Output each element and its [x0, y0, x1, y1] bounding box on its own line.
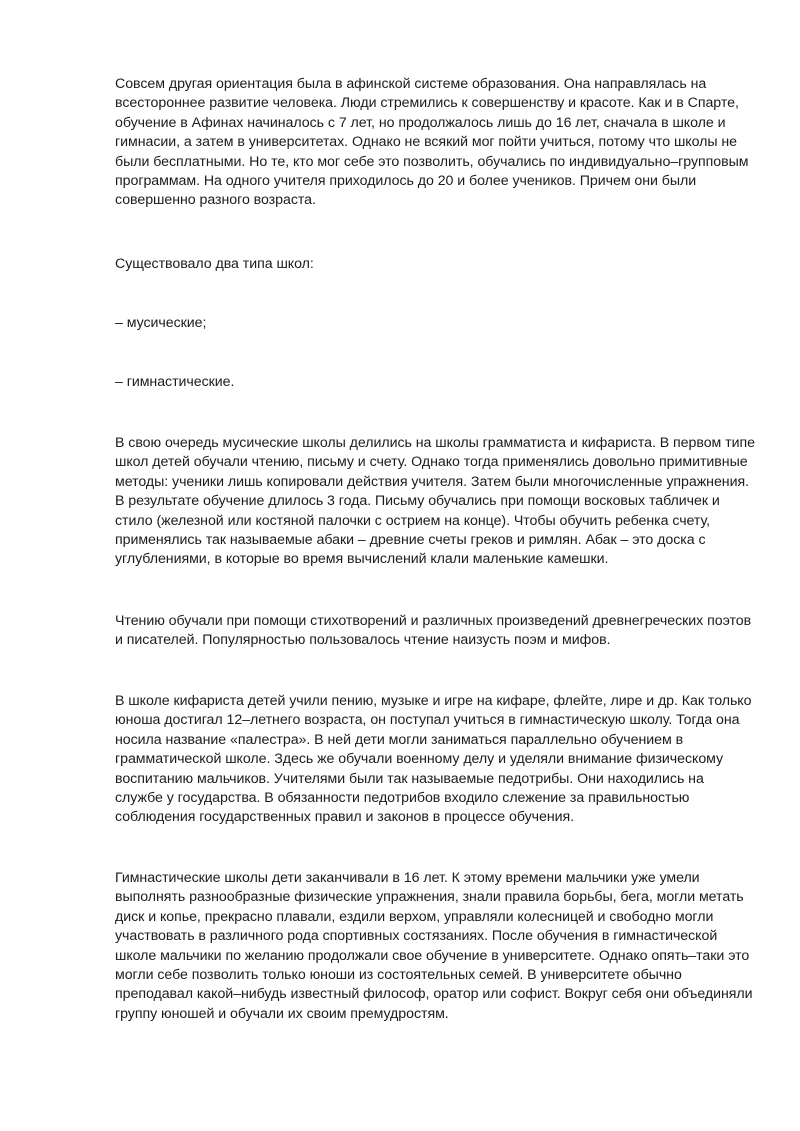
paragraph-kifarist-school: В школе кифариста детей учили пению, музыке и игре на кифаре, флейте, лире и др. Как только юноша достигал 12–летнего возраста, он поступал учиться в гимнастическую школу. Тогда она носила название «палестра». В ней дети могли заниматься параллельно обучением в грамматической школе. Здесь же обучали военному делу и уделяли внимание физическому воспитанию мальчиков. Учителями были так называемые педотрибы. Они находились на службе у государства. В обязанности педотрибов входило слежение за правильностью соблюдения государственных правил и законов в процессе обучения. — [115, 693, 752, 826]
paragraph-school-types: Существовало два типа школ: — [115, 256, 314, 272]
paragraph-musical-schools: В свою очередь мусические школы делились на школы грамматиста и кифариста. В первом типе школ детей обучали чтению, письму и счету. Однако тогда применялись довольно примитивные методы: ученики лишь копировали действия учителя. Затем были многочисленные упражнения. В результате обучение длилось 3 года. Письму обучались при помощи восковых табличек и стило (железной или костяной палочки с острием на конце). Чтобы обучить ребенка счету, применялись так называемые абаки – древние счеты греков и римлян. Абак – это доска с углублениями, в которые во время вычислений клали маленькие камешки. — [115, 435, 755, 568]
list-item-gymnastic: – гимнастические. — [115, 374, 235, 390]
paragraph-reading: Чтению обучали при помощи стихотворений и различных произведений древнегреческих поэтов и писателей. Популярностью пользовалось чтение наизусть поэм и мифов. — [115, 613, 752, 649]
paragraph-gymnastic-schools: Гимнастические школы дети заканчивали в 16 лет. К этому времени мальчики уже умели выполнять разнообразные физические упражнения, знали правила борьбы, бега, могли метать диск и копье, прекрасно плавали, ездили верхом, управляли колесницей и свободно могли участвовать в различного рода спортивных состязаниях. После обучения в гимнастической школе мальчики по желанию продолжали свое обучение в университете. Однако опять–таки это могли себе позволить только юноши из состоятельных семей. В университете обычно преподавал какой–нибудь известный философ, оратор или софист. Вокруг себя они объединяли группу юношей и обучали их своим премудростям. — [115, 870, 753, 1022]
paragraph-athens-intro: Совсем другая ориентация была в афинской системе образования. Она направлялась на всестороннее развитие человека. Люди стремились к совершенству и красоте. Как и в Спарте, обучение в Афинах начиналось с 7 лет, но продолжалось лишь до 16 лет, сначала в школе и гимнасии, а затем в университетах. Однако не всякий мог пойти учиться, потому что школы не были бесплатными. Но те, кто мог себе это позволить, обучались по индивидуально–групповым программам. На одного учителя приходилось до 20 и более учеников. Причем они были совершенно разного возраста. — [115, 76, 749, 209]
list-item-musical: – мусические; — [115, 315, 207, 331]
